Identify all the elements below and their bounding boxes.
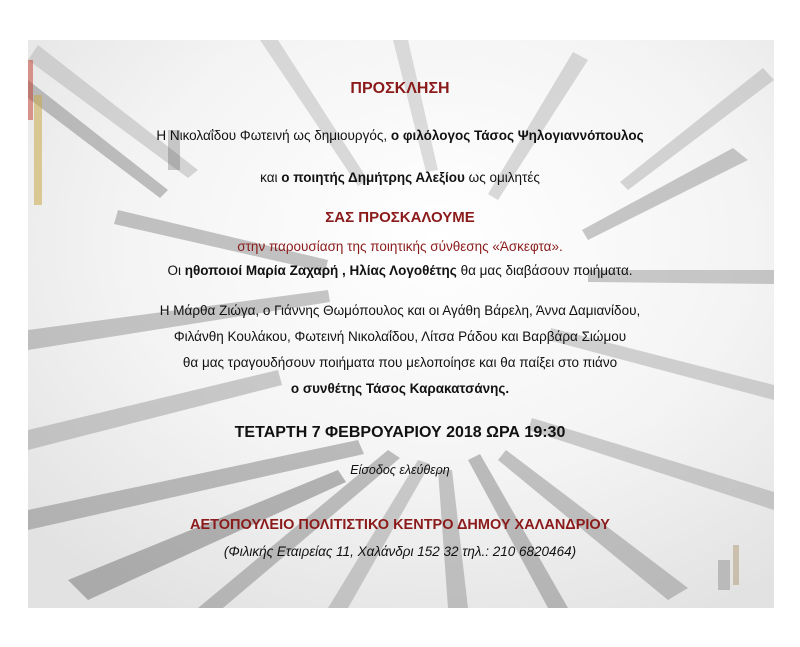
creator-text: Η Νικολαΐδου Φωτεινή ως δημιουργός, bbox=[156, 128, 391, 143]
actors-line bbox=[0, 263, 800, 278]
we-invite-heading: ΣΑΣ ΠΡΟΣΚΑΛΟΥΜΕ bbox=[325, 209, 475, 226]
actors-suffix: θα μας διαβάσουν ποιήματα. bbox=[456, 263, 633, 278]
presentation-line: στην παρουσίαση της ποιητικής σύνθεσης «Άσκεφτα». bbox=[237, 239, 563, 254]
actors-prefix: Οι bbox=[167, 263, 185, 278]
creator-line bbox=[0, 128, 800, 143]
speaker-prefix: και bbox=[260, 170, 282, 185]
composer-line: ο συνθέτης Τάσος Καρακατσάνης. bbox=[290, 381, 510, 396]
actors-names: ηθοποιοί Μαρία Ζαχαρή , Ηλίας Λογοθέτης bbox=[184, 263, 457, 278]
singers-line-2: Φιλάνθη Κουλάκου, Φωτεινή Νικολαΐδου, Λίτσα Ράδου και Βαρβάρα Σιώμου bbox=[173, 329, 627, 344]
singers-line-3: θα μας τραγουδήσουν ποιήματα που μελοποίησε και θα παίξει στο πιάνο bbox=[182, 355, 618, 370]
venue-address: (Φιλικής Εταιρείας 11, Χαλάνδρι 152 32 τηλ.: 210 6820464) bbox=[223, 544, 577, 559]
invitation-title: ΠΡΟΣΚΛΗΣΗ bbox=[350, 80, 450, 97]
singers-line-1: Η Μάρθα Ζιώγα, ο Γιάννης Θωμόπουλος και οι Αγάθη Βάρελη, Άννα Δαμιανίδου, bbox=[159, 303, 641, 318]
poet-name: ο ποιητής Δημήτρης Αλεξίου bbox=[281, 170, 465, 185]
free-entry: Είσοδος ελεύθερη bbox=[350, 463, 450, 477]
venue-name: ΑΕΤΟΠΟΥΛΕΙΟ ΠΟΛΙΤΙΣΤΙΚΟ ΚΕΝΤΡΟ ΔΗΜΟΥ ΧΑΛΑΝΔΡΙΟΥ bbox=[190, 517, 610, 533]
event-datetime: ΤΕΤΑΡΤΗ 7 ΦΕΒΡΟΥΑΡΙΟΥ 2018 ΩΡΑ 19:30 bbox=[234, 424, 566, 441]
speaker-suffix: ως ομιλητές bbox=[464, 170, 540, 185]
speaker-line bbox=[0, 170, 800, 185]
philologist-name: ο φιλόλογος Τάσος Ψηλογιαννόπουλος bbox=[390, 128, 644, 143]
